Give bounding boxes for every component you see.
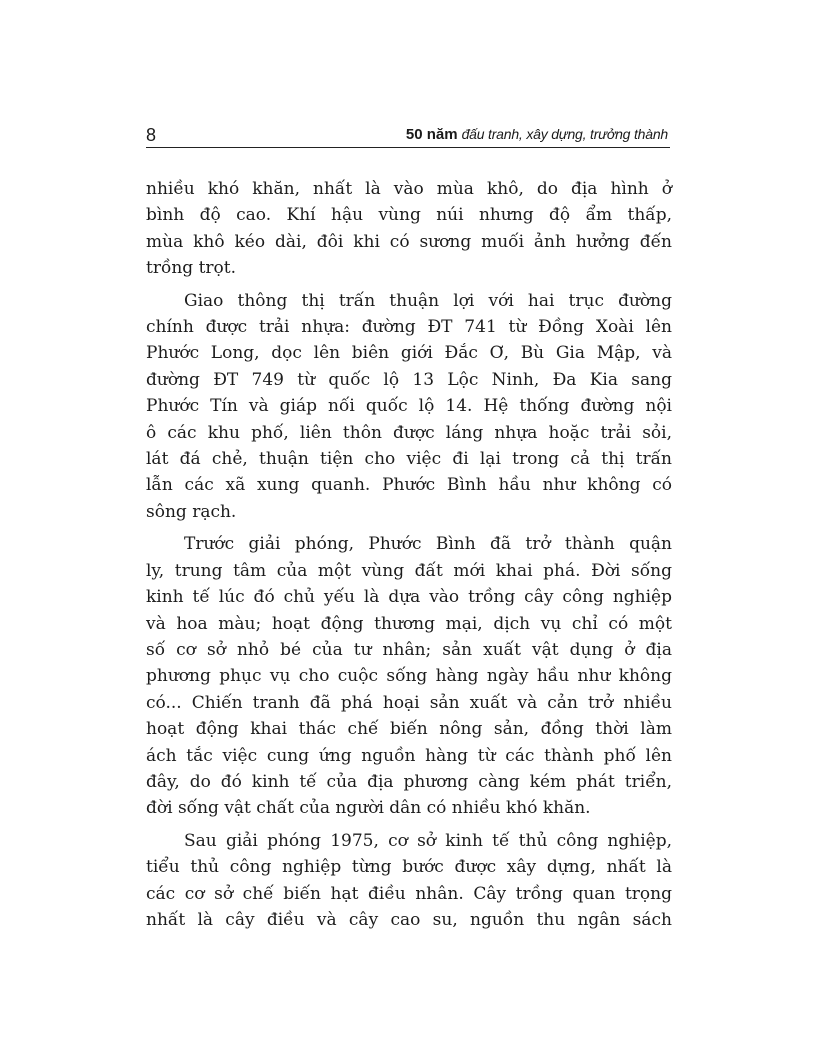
text-line: Trước giải phóng, Phước Bình đã trở thành quận [184,534,672,555]
text-line: Phước Long, dọc lên biên giới Đắc Ơ, Bù Gia Mập, và [146,343,672,364]
running-head [406,126,668,143]
text-line: các cơ sở chế biến hạt điều nhân. Cây trồng quan trọng [146,883,672,904]
text-line: tiểu thủ công nghiệp từng bước được xây dựng, nhất là [146,857,672,878]
text-line: ách tắc việc cung ứng nguồn hàng từ các thành phố lên [146,745,672,766]
text-line: lát đá chẻ, thuận tiện cho việc đi lại trong cả thị trấn [146,449,672,470]
page-header [146,121,670,148]
text-line: ly, trung tâm của một vùng đất mới khai phá. Đời sống [146,560,672,581]
text-line: mùa khô kéo dài, đôi khi có sương muối ảnh hưởng đến [146,231,672,252]
text-line: Giao thông thị trấn thuận lợi với hai trục đường [184,290,672,311]
body-text [146,176,672,939]
running-head-italic: đấu tranh, xây dựng, trưởng thành [461,126,668,142]
text-line: có... Chiến tranh đã phá hoại sản xuất và cản trở nhiều [146,692,672,713]
text-line: hoạt động khai thác chế biến nông sản, đồng thời làm [146,719,672,740]
text-line: Phước Tín và giáp nối quốc lộ 14. Hệ thống đường nội [146,396,672,417]
text-line: nhất là cây điều và cây cao su, nguồn thu ngân sách [146,909,672,930]
text-line: ô các khu phố, liên thôn được láng nhựa hoặc trải sỏi, [146,422,672,443]
text-line: sông rạch. [146,501,237,522]
text-line: đời sống vật chất của người dân có nhiều khó khăn. [146,798,591,819]
text-line: kinh tế lúc đó chủ yếu là dựa vào trồng cây công nghiệp [146,587,672,608]
text-line: số cơ sở nhỏ bé của tư nhân; sản xuất vật dụng ở địa [146,639,672,660]
text-line: nhiều khó khăn, nhất là vào mùa khô, do địa hình ở [146,179,672,199]
text-line: đây, do đó kinh tế của địa phương càng kém phát triển, [146,771,672,792]
paragraph [146,288,672,526]
paragraph [146,531,672,821]
text-line: và hoa màu; hoạt động thương mại, dịch vụ chỉ có một [146,613,672,634]
text-line: Sau giải phóng 1975, cơ sở kinh tế thủ công nghiệp, [184,830,672,851]
running-head-bold: 50 năm [405,126,458,143]
page-number: 8 [146,125,157,145]
text-line: bình độ cao. Khí hậu vùng núi nhưng độ ẩm thấp, [146,205,672,226]
text-line: phương phục vụ cho cuộc sống hàng ngày hầu như không [146,666,672,687]
text-line: trồng trọt. [146,258,237,279]
text-line: chính được trải nhựa: đường ĐT 741 từ Đồng Xoài lên [146,317,672,338]
paragraph [146,828,672,934]
paragraph [146,176,672,282]
text-line: lẫn các xã xung quanh. Phước Bình hầu như không có [146,475,672,496]
text-line: đường ĐT 749 từ quốc lộ 13 Lộc Ninh, Đa Kia sang [146,369,672,390]
